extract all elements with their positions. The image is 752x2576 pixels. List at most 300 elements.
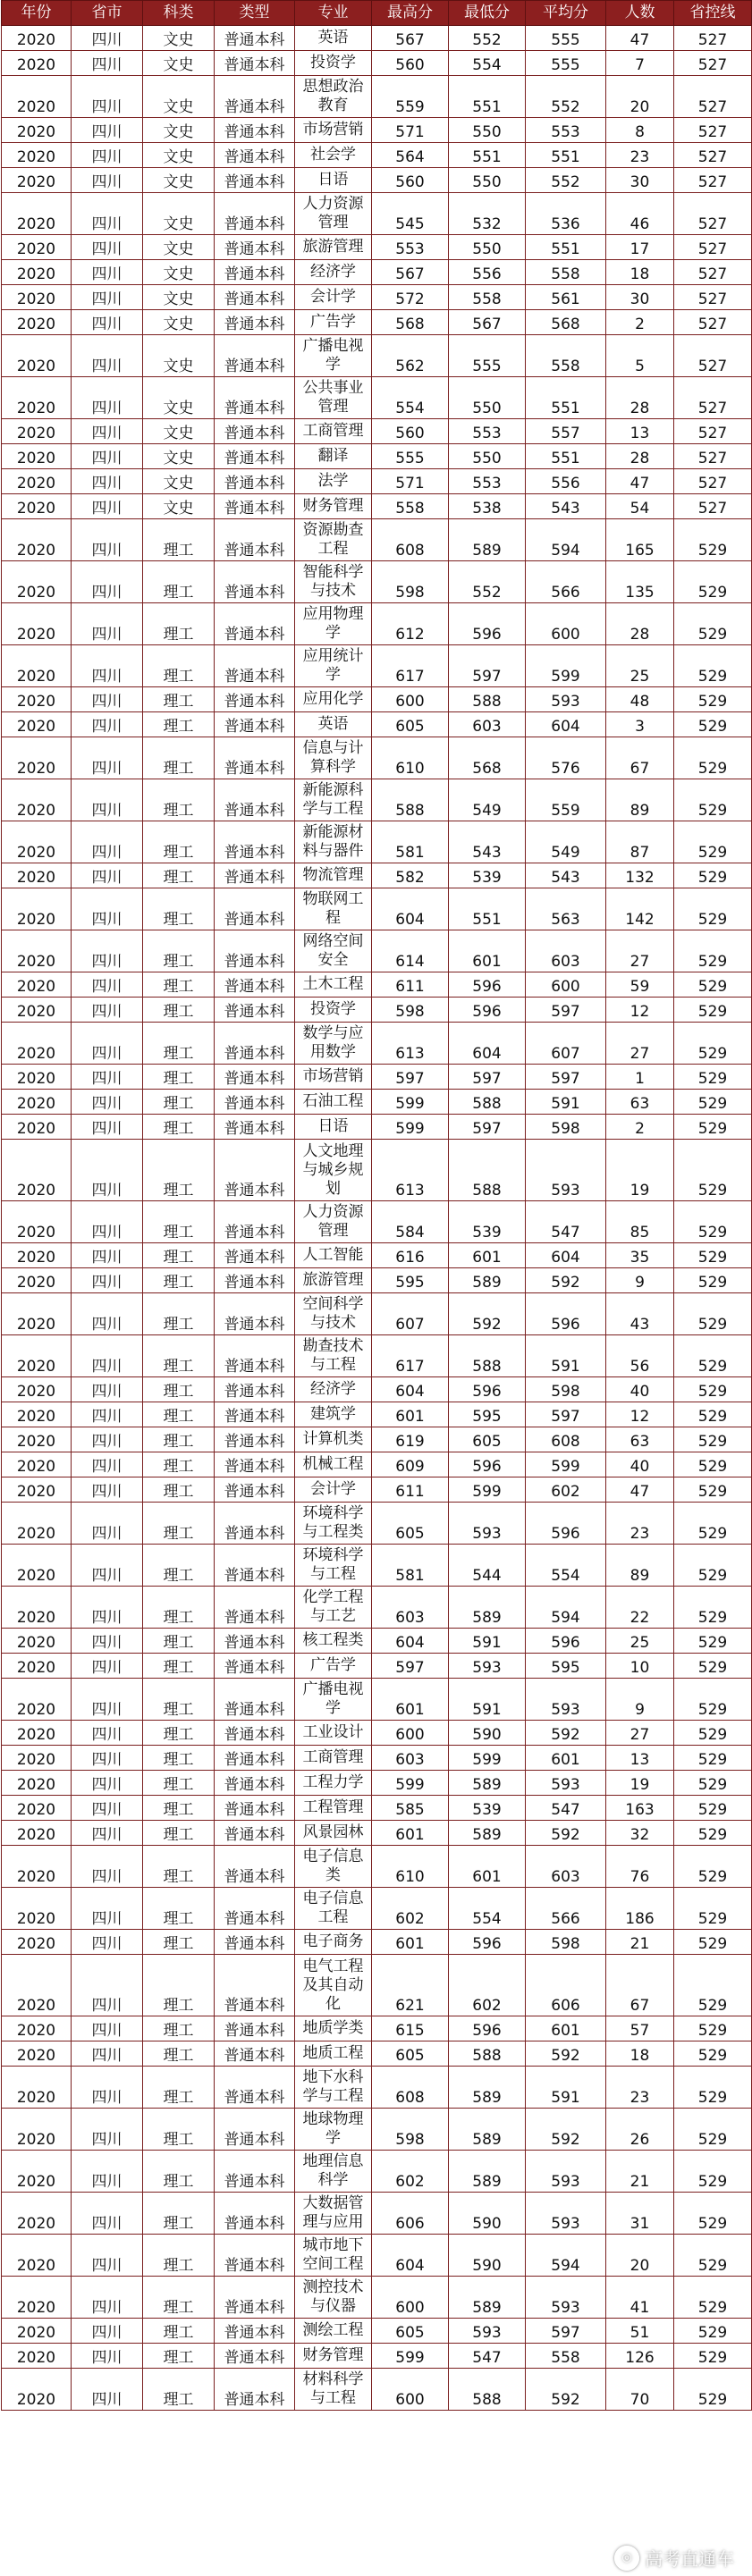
- cell-min-score: 597: [449, 1115, 526, 1140]
- table-row: [2, 2016, 752, 2041]
- cell-avg-score: 576: [526, 737, 606, 779]
- cell-major: 应用化学: [295, 687, 372, 712]
- cell-province: 四川: [72, 494, 143, 519]
- cell-province: 四川: [72, 469, 143, 494]
- watermark-text: 高考直通车: [645, 2548, 734, 2570]
- cell-max-score: 612: [372, 603, 449, 645]
- cell-avg-score: 592: [526, 1268, 606, 1293]
- cell-major: 广播电视学: [295, 335, 372, 377]
- cell-max-score: 567: [372, 26, 449, 51]
- cell-province: 四川: [72, 1846, 143, 1888]
- cell-province: 四川: [72, 737, 143, 779]
- cell-min-score: 550: [449, 118, 526, 143]
- cell-count: 18: [606, 2041, 674, 2067]
- cell-avg-score: 597: [526, 1065, 606, 1090]
- cell-max-score: 571: [372, 118, 449, 143]
- cell-type: 普通本科: [215, 779, 295, 821]
- cell-province: 四川: [72, 193, 143, 235]
- cell-category: 理工: [143, 2235, 215, 2277]
- table-row: [2, 1721, 752, 1746]
- cell-max-score: 605: [372, 1503, 449, 1545]
- cell-province: 四川: [72, 519, 143, 561]
- cell-type: 普通本科: [215, 2151, 295, 2193]
- cell-major: 日语: [295, 168, 372, 193]
- table-row: [2, 1587, 752, 1629]
- cell-max-score: 603: [372, 1746, 449, 1771]
- cell-province: 四川: [72, 310, 143, 335]
- cell-min-score: 539: [449, 1201, 526, 1243]
- cell-avg-score: 597: [526, 998, 606, 1023]
- table-row: [2, 1545, 752, 1587]
- table-row: [2, 1654, 752, 1679]
- cell-count: 46: [606, 193, 674, 235]
- column-header-max-score: 最高分: [372, 1, 449, 26]
- cell-category: 理工: [143, 1090, 215, 1115]
- cell-count: 135: [606, 561, 674, 603]
- cell-year: 2020: [2, 561, 72, 603]
- cell-control-line: 529: [674, 603, 752, 645]
- cell-type: 普通本科: [215, 1771, 295, 1796]
- cell-avg-score: 594: [526, 519, 606, 561]
- cell-control-line: 529: [674, 972, 752, 998]
- cell-major: 资源勘查工程: [295, 519, 372, 561]
- cell-max-score: 604: [372, 888, 449, 930]
- cell-avg-score: 593: [526, 1771, 606, 1796]
- cell-province: 四川: [72, 2109, 143, 2151]
- cell-count: 18: [606, 260, 674, 285]
- cell-major: 电气工程及其自动化: [295, 1955, 372, 2016]
- cell-type: 普通本科: [215, 645, 295, 687]
- cell-province: 四川: [72, 2319, 143, 2344]
- cell-max-score: 605: [372, 2041, 449, 2067]
- cell-control-line: 529: [674, 1452, 752, 1477]
- cell-min-score: 547: [449, 2344, 526, 2369]
- cell-type: 普通本科: [215, 1477, 295, 1503]
- cell-avg-score: 598: [526, 1377, 606, 1402]
- cell-min-score: 552: [449, 561, 526, 603]
- cell-count: 142: [606, 888, 674, 930]
- cell-control-line: 529: [674, 712, 752, 737]
- cell-avg-score: 559: [526, 779, 606, 821]
- table-row: [2, 1402, 752, 1427]
- cell-province: 四川: [72, 930, 143, 972]
- cell-major: 城市地下空间工程: [295, 2235, 372, 2277]
- table-row: [2, 1746, 752, 1771]
- admission-score-table: [1, 0, 752, 2411]
- cell-province: 四川: [72, 1065, 143, 1090]
- cell-count: 31: [606, 2193, 674, 2235]
- cell-min-score: 543: [449, 821, 526, 863]
- cell-control-line: 529: [674, 1090, 752, 1115]
- cell-count: 47: [606, 469, 674, 494]
- cell-category: 文史: [143, 168, 215, 193]
- cell-province: 四川: [72, 1452, 143, 1477]
- cell-max-score: 608: [372, 519, 449, 561]
- cell-category: 理工: [143, 1746, 215, 1771]
- cell-min-score: 588: [449, 2369, 526, 2411]
- table-row: [2, 2344, 752, 2369]
- cell-year: 2020: [2, 930, 72, 972]
- cell-year: 2020: [2, 863, 72, 888]
- cell-count: 19: [606, 1771, 674, 1796]
- cell-min-score: 588: [449, 1140, 526, 1201]
- cell-control-line: 529: [674, 888, 752, 930]
- cell-type: 普通本科: [215, 519, 295, 561]
- column-header-category: 科类: [143, 1, 215, 26]
- cell-type: 普通本科: [215, 737, 295, 779]
- cell-year: 2020: [2, 260, 72, 285]
- cell-year: 2020: [2, 377, 72, 419]
- cell-max-score: 602: [372, 2151, 449, 2193]
- cell-avg-score: 591: [526, 1335, 606, 1377]
- cell-max-score: 600: [372, 687, 449, 712]
- cell-province: 四川: [72, 1796, 143, 1821]
- cell-min-score: 596: [449, 2016, 526, 2041]
- cell-min-score: 589: [449, 519, 526, 561]
- table-row: [2, 335, 752, 377]
- table-row: [2, 1293, 752, 1335]
- cell-min-score: 551: [449, 76, 526, 118]
- cell-avg-score: 596: [526, 1293, 606, 1335]
- cell-control-line: 527: [674, 310, 752, 335]
- cell-year: 2020: [2, 1293, 72, 1335]
- cell-control-line: 529: [674, 2193, 752, 2235]
- cell-count: 40: [606, 1377, 674, 1402]
- cell-year: 2020: [2, 2369, 72, 2411]
- table-row: [2, 1140, 752, 1201]
- cell-type: 普通本科: [215, 972, 295, 998]
- cell-type: 普通本科: [215, 51, 295, 76]
- cell-count: 2: [606, 310, 674, 335]
- cell-max-score: 611: [372, 972, 449, 998]
- cell-province: 四川: [72, 118, 143, 143]
- cell-min-score: 568: [449, 737, 526, 779]
- cell-category: 理工: [143, 2319, 215, 2344]
- cell-max-score: 610: [372, 1846, 449, 1888]
- cell-type: 普通本科: [215, 1746, 295, 1771]
- cell-max-score: 560: [372, 168, 449, 193]
- cell-year: 2020: [2, 821, 72, 863]
- cell-major: 应用物理学: [295, 603, 372, 645]
- cell-min-score: 538: [449, 494, 526, 519]
- cell-category: 理工: [143, 1335, 215, 1377]
- cell-min-score: 554: [449, 51, 526, 76]
- cell-type: 普通本科: [215, 1090, 295, 1115]
- cell-max-score: 585: [372, 1796, 449, 1821]
- cell-min-score: 590: [449, 2193, 526, 2235]
- cell-control-line: 529: [674, 2319, 752, 2344]
- cell-year: 2020: [2, 1402, 72, 1427]
- cell-avg-score: 568: [526, 310, 606, 335]
- cell-avg-score: 543: [526, 863, 606, 888]
- cell-control-line: 527: [674, 193, 752, 235]
- cell-avg-score: 554: [526, 1545, 606, 1587]
- cell-count: 12: [606, 1402, 674, 1427]
- table-row: [2, 1335, 752, 1377]
- table-row: [2, 1023, 752, 1065]
- cell-province: 四川: [72, 260, 143, 285]
- cell-category: 理工: [143, 863, 215, 888]
- cell-count: 13: [606, 419, 674, 444]
- cell-control-line: 529: [674, 2067, 752, 2109]
- cell-type: 普通本科: [215, 2319, 295, 2344]
- cell-year: 2020: [2, 1115, 72, 1140]
- cell-year: 2020: [2, 1955, 72, 2016]
- cell-year: 2020: [2, 1545, 72, 1587]
- cell-major: 数学与应用数学: [295, 1023, 372, 1065]
- cell-min-score: 596: [449, 1377, 526, 1402]
- cell-max-score: 599: [372, 1090, 449, 1115]
- table-row: [2, 1427, 752, 1452]
- table-row: [2, 494, 752, 519]
- cell-province: 四川: [72, 1746, 143, 1771]
- cell-avg-score: 551: [526, 377, 606, 419]
- cell-major: 测绘工程: [295, 2319, 372, 2344]
- cell-type: 普通本科: [215, 1268, 295, 1293]
- cell-major: 市场营销: [295, 118, 372, 143]
- cell-type: 普通本科: [215, 76, 295, 118]
- column-header-count: 人数: [606, 1, 674, 26]
- cell-year: 2020: [2, 193, 72, 235]
- cell-province: 四川: [72, 1402, 143, 1427]
- cell-category: 理工: [143, 1503, 215, 1545]
- cell-category: 理工: [143, 2344, 215, 2369]
- cell-year: 2020: [2, 469, 72, 494]
- cell-type: 普通本科: [215, 2277, 295, 2319]
- cell-avg-score: 601: [526, 2016, 606, 2041]
- cell-year: 2020: [2, 687, 72, 712]
- cell-count: 87: [606, 821, 674, 863]
- cell-count: 67: [606, 737, 674, 779]
- cell-province: 四川: [72, 1587, 143, 1629]
- cell-year: 2020: [2, 737, 72, 779]
- cell-province: 四川: [72, 1654, 143, 1679]
- table-row: [2, 2235, 752, 2277]
- cell-control-line: 529: [674, 1402, 752, 1427]
- cell-province: 四川: [72, 1503, 143, 1545]
- table-row: [2, 1771, 752, 1796]
- cell-category: 文史: [143, 335, 215, 377]
- cell-max-score: 601: [372, 1930, 449, 1955]
- cell-avg-score: 600: [526, 603, 606, 645]
- cell-major: 环境科学与工程: [295, 1545, 372, 1587]
- cell-avg-score: 595: [526, 1654, 606, 1679]
- cell-control-line: 529: [674, 1293, 752, 1335]
- cell-control-line: 527: [674, 444, 752, 469]
- cell-avg-score: 601: [526, 1746, 606, 1771]
- cell-control-line: 529: [674, 1955, 752, 2016]
- cell-control-line: 527: [674, 335, 752, 377]
- column-header-year: 年份: [2, 1, 72, 26]
- cell-year: 2020: [2, 1427, 72, 1452]
- cell-avg-score: 551: [526, 143, 606, 168]
- cell-avg-score: 603: [526, 1846, 606, 1888]
- cell-type: 普通本科: [215, 1023, 295, 1065]
- cell-major: 广告学: [295, 310, 372, 335]
- cell-category: 理工: [143, 2041, 215, 2067]
- cell-type: 普通本科: [215, 1452, 295, 1477]
- cell-count: 28: [606, 377, 674, 419]
- cell-province: 四川: [72, 1771, 143, 1796]
- cell-count: 59: [606, 972, 674, 998]
- cell-type: 普通本科: [215, 2016, 295, 2041]
- cell-min-score: 550: [449, 235, 526, 260]
- cell-major: 日语: [295, 1115, 372, 1140]
- cell-year: 2020: [2, 645, 72, 687]
- table-row: [2, 1503, 752, 1545]
- cell-count: 47: [606, 26, 674, 51]
- table-row: [2, 972, 752, 998]
- cell-avg-score: 592: [526, 2041, 606, 2067]
- cell-max-score: 601: [372, 1821, 449, 1846]
- cell-province: 四川: [72, 1679, 143, 1721]
- cell-control-line: 527: [674, 419, 752, 444]
- cell-category: 理工: [143, 2109, 215, 2151]
- cell-control-line: 529: [674, 2369, 752, 2411]
- cell-province: 四川: [72, 2041, 143, 2067]
- cell-major: 物联网工程: [295, 888, 372, 930]
- cell-control-line: 529: [674, 1140, 752, 1201]
- cell-category: 理工: [143, 712, 215, 737]
- cell-year: 2020: [2, 444, 72, 469]
- cell-type: 普通本科: [215, 335, 295, 377]
- cell-avg-score: 556: [526, 469, 606, 494]
- table-row: [2, 737, 752, 779]
- cell-category: 理工: [143, 603, 215, 645]
- cell-min-score: 604: [449, 1023, 526, 1065]
- cell-avg-score: 592: [526, 1821, 606, 1846]
- cell-major: 会计学: [295, 1477, 372, 1503]
- cell-type: 普通本科: [215, 377, 295, 419]
- cell-year: 2020: [2, 998, 72, 1023]
- cell-control-line: 527: [674, 51, 752, 76]
- cell-year: 2020: [2, 1477, 72, 1503]
- cell-max-score: 597: [372, 1654, 449, 1679]
- cell-count: 9: [606, 1268, 674, 1293]
- cell-min-score: 549: [449, 779, 526, 821]
- cell-count: 1: [606, 1065, 674, 1090]
- cell-min-score: 556: [449, 260, 526, 285]
- table-row: [2, 168, 752, 193]
- cell-min-score: 592: [449, 1293, 526, 1335]
- cell-avg-score: 598: [526, 1115, 606, 1140]
- cell-type: 普通本科: [215, 1115, 295, 1140]
- cell-control-line: 527: [674, 260, 752, 285]
- cell-year: 2020: [2, 335, 72, 377]
- cell-year: 2020: [2, 1746, 72, 1771]
- cell-major: 机械工程: [295, 1452, 372, 1477]
- cell-min-score: 596: [449, 1452, 526, 1477]
- cell-min-score: 589: [449, 2067, 526, 2109]
- table-row: [2, 2041, 752, 2067]
- table-row: [2, 235, 752, 260]
- cell-max-score: 572: [372, 285, 449, 310]
- cell-major: 石油工程: [295, 1090, 372, 1115]
- cell-avg-score: 596: [526, 1503, 606, 1545]
- cell-category: 文史: [143, 419, 215, 444]
- table-row: [2, 1930, 752, 1955]
- cell-avg-score: 593: [526, 1679, 606, 1721]
- cell-year: 2020: [2, 1452, 72, 1477]
- cell-category: 理工: [143, 2369, 215, 2411]
- cell-min-score: 588: [449, 1335, 526, 1377]
- cell-count: 30: [606, 285, 674, 310]
- cell-type: 普通本科: [215, 2067, 295, 2109]
- cell-province: 四川: [72, 51, 143, 76]
- cell-count: 67: [606, 1955, 674, 2016]
- cell-type: 普通本科: [215, 603, 295, 645]
- cell-province: 四川: [72, 2277, 143, 2319]
- cell-major: 广告学: [295, 1654, 372, 1679]
- table-row: [2, 1201, 752, 1243]
- cell-avg-score: 597: [526, 2319, 606, 2344]
- cell-type: 普通本科: [215, 2109, 295, 2151]
- cell-major: 化学工程与工艺: [295, 1587, 372, 1629]
- cell-min-score: 589: [449, 2277, 526, 2319]
- cell-year: 2020: [2, 143, 72, 168]
- cell-type: 普通本科: [215, 1654, 295, 1679]
- column-header-province: 省市: [72, 1, 143, 26]
- cell-control-line: 529: [674, 1065, 752, 1090]
- cell-category: 理工: [143, 2277, 215, 2319]
- cell-avg-score: 561: [526, 285, 606, 310]
- cell-major: 人文地理与城乡规划: [295, 1140, 372, 1201]
- table-row: [2, 419, 752, 444]
- cell-category: 理工: [143, 2151, 215, 2193]
- cell-min-score: 590: [449, 2235, 526, 2277]
- cell-type: 普通本科: [215, 1629, 295, 1654]
- cell-count: 30: [606, 168, 674, 193]
- cell-type: 普通本科: [215, 1201, 295, 1243]
- cell-control-line: 529: [674, 2016, 752, 2041]
- cell-major: 计算机类: [295, 1427, 372, 1452]
- cell-min-score: 553: [449, 469, 526, 494]
- cell-count: 85: [606, 1201, 674, 1243]
- cell-type: 普通本科: [215, 863, 295, 888]
- cell-year: 2020: [2, 1888, 72, 1930]
- cell-max-score: 617: [372, 645, 449, 687]
- cell-category: 文史: [143, 310, 215, 335]
- table-row: [2, 1796, 752, 1821]
- cell-control-line: 529: [674, 1427, 752, 1452]
- cell-province: 四川: [72, 235, 143, 260]
- table-row: [2, 377, 752, 419]
- cell-avg-score: 592: [526, 1721, 606, 1746]
- cell-avg-score: 603: [526, 930, 606, 972]
- cell-control-line: 529: [674, 2041, 752, 2067]
- cell-min-score: 550: [449, 377, 526, 419]
- cell-max-score: 599: [372, 1771, 449, 1796]
- cell-type: 普通本科: [215, 310, 295, 335]
- cell-category: 理工: [143, 687, 215, 712]
- cell-year: 2020: [2, 1587, 72, 1629]
- table-row: [2, 1679, 752, 1721]
- table-row: [2, 2277, 752, 2319]
- cell-control-line: 527: [674, 494, 752, 519]
- cell-count: 57: [606, 2016, 674, 2041]
- table-row: [2, 444, 752, 469]
- cell-year: 2020: [2, 168, 72, 193]
- cell-province: 四川: [72, 1888, 143, 1930]
- cell-avg-score: 566: [526, 1888, 606, 1930]
- cell-control-line: 529: [674, 519, 752, 561]
- cell-year: 2020: [2, 2193, 72, 2235]
- cell-type: 普通本科: [215, 1930, 295, 1955]
- cell-max-score: 581: [372, 1545, 449, 1587]
- cell-major: 工程力学: [295, 1771, 372, 1796]
- cell-year: 2020: [2, 972, 72, 998]
- cell-max-score: 584: [372, 1201, 449, 1243]
